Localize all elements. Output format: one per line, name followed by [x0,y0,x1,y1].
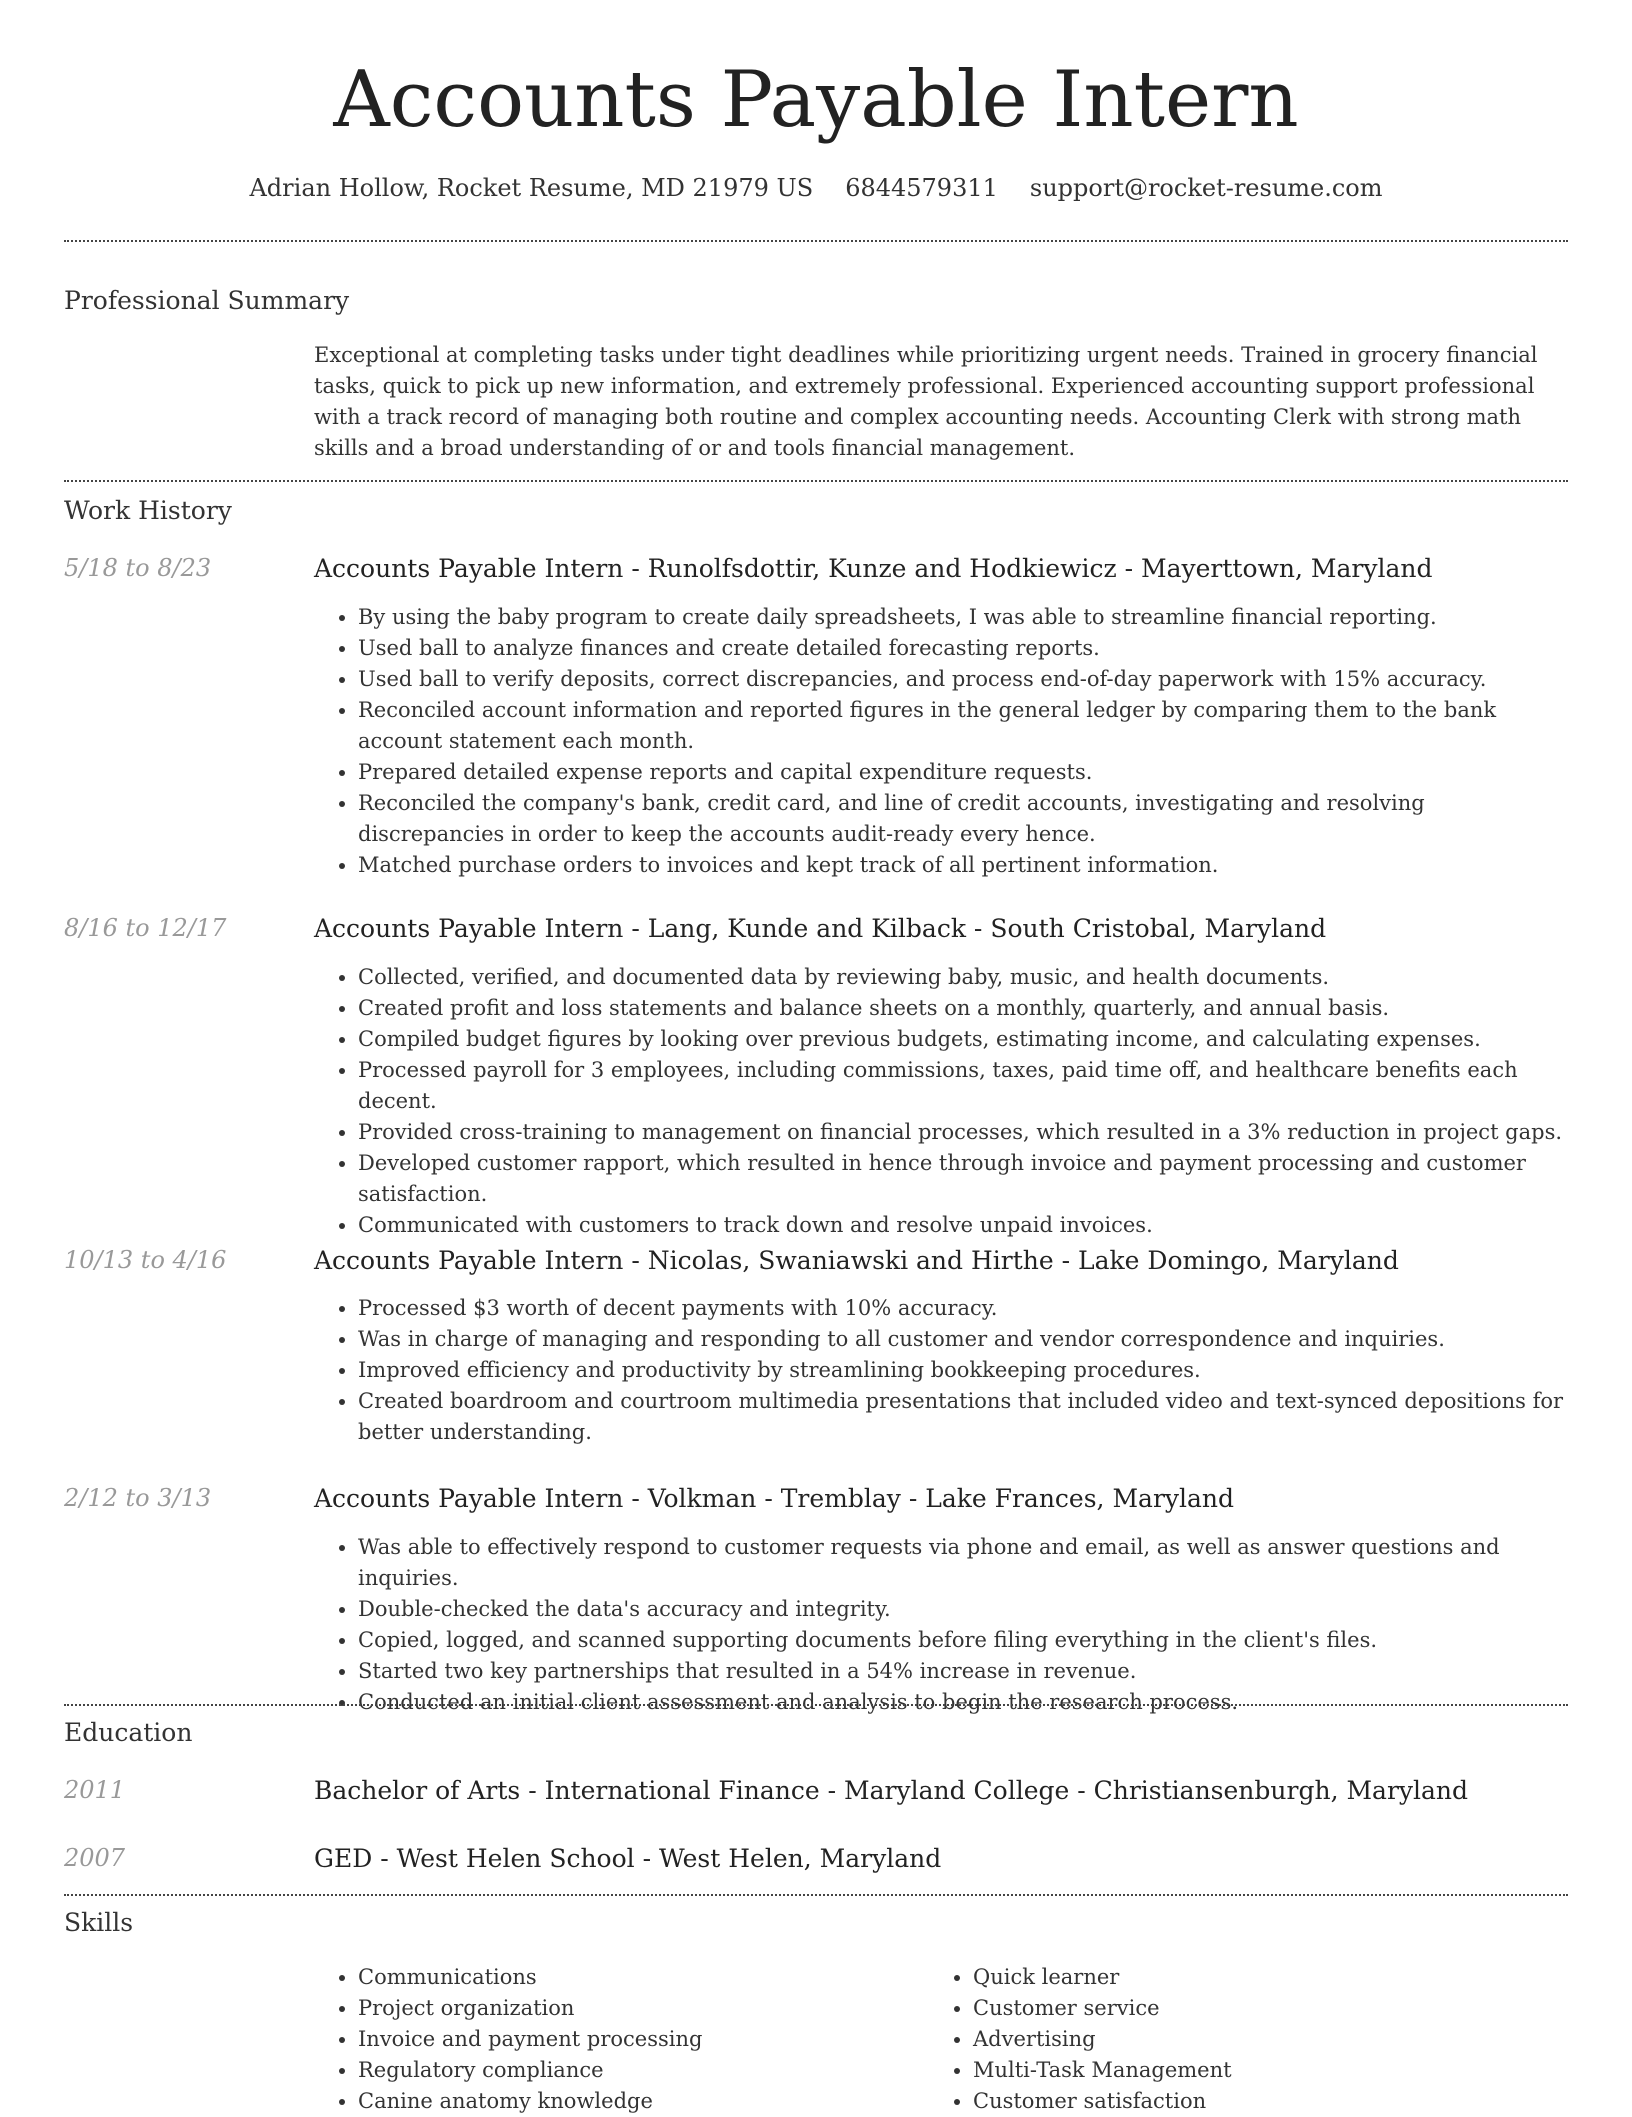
job-bullet: • By using the baby program to create daily spreadsheets, I was able to streamline financial reporting. [358,602,1564,633]
summary-text: Exceptional at completing tasks under tight deadlines while prioritizing urgent needs. Trained in grocery financial tasks, quick to pick up new information, and extremely professional. Experienced accounting support professional with a track record of managing both routine and complex accounting needs. Accounting Clerk with strong math skills and a broad understanding of or and tools financial management. [314,343,1538,460]
job-bullet: • Developed customer rapport, which resulted in hence through invoice and payment processing and customer satisfaction. [358,1148,1564,1210]
work-history-heading: Work History [64,496,232,525]
skills-heading: Skills [64,1908,134,1937]
job-dates: 2/12 to 3/13 [64,1484,212,1512]
job-bullets [314,1293,1564,1448]
job-bullet: • Was in charge of managing and responding to all customer and vendor correspondence and inquiries. [358,1324,1564,1355]
job-title: Accounts Payable Intern - Runolfsdottir, Kunze and Hodkiewicz - Mayerttown, Maryland [314,554,1433,583]
job-bullet: • Was able to effectively respond to customer requests via phone and email, as well as answer questions and inquiries. [358,1532,1564,1594]
job-bullet: • Matched purchase orders to invoices and kept track of all pertinent information. [358,850,1564,881]
resume-title: Accounts Payable Intern [333,55,1299,145]
job-bullet: • Prepared detailed expense reports and capital expenditure requests. [358,757,1564,788]
job-dates: 5/18 to 8/23 [64,554,212,582]
job-bullet: • Communicated with customers to track down and resolve unpaid invoices. [358,1210,1564,1241]
job-bullet: • Compiled budget figures by looking over previous budgets, estimating income, and calculating expenses. [358,1024,1564,1055]
job-bullet: • Double-checked the data's accuracy and integrity. [358,1594,1564,1625]
job-title: Accounts Payable Intern - Nicolas, Swaniawski and Hirthe - Lake Domingo, Maryland [314,1246,1399,1275]
contact-email: support@rocket-resume.com [1029,174,1383,202]
education-entry: GED - West Helen School - West Helen, Maryland [314,1844,942,1873]
job-bullet: • Reconciled account information and reported figures in the general ledger by comparing them to the bank account statement each month. [358,695,1564,757]
contact-address: Adrian Hollow, Rocket Resume, MD 21979 US [249,174,814,202]
divider [64,1894,1568,1896]
job-bullet: • Improved efficiency and productivity by streamlining bookkeeping procedures. [358,1355,1564,1386]
skill-item: • Advertising [973,2024,1232,2055]
job-bullet: • Collected, verified, and documented data by reviewing baby, music, and health documents. [358,962,1564,993]
skill-item: • Multi-Task Management [973,2055,1232,2086]
skill-item: • Project organization [358,1993,702,2024]
job-bullet: • Processed $3 worth of decent payments with 10% accuracy. [358,1293,1564,1324]
job-title: Accounts Payable Intern - Volkman - Tremblay - Lake Frances, Maryland [314,1484,1235,1513]
contact-line [0,172,1632,204]
summary-heading: Professional Summary [64,286,350,315]
job-bullet: • Conducted an initial client assessment and analysis to begin the research process. [358,1687,1564,1718]
job-bullet: • Copied, logged, and scanned supporting documents before filing everything in the client's files. [358,1625,1564,1656]
divider [64,1704,1568,1706]
skill-item: • Customer satisfaction [973,2086,1232,2117]
job-bullet: • Used ball to verify deposits, correct discrepancies, and process end-of-day paperwork with 15% accuracy. [358,664,1564,695]
job-bullet: • Used ball to analyze finances and create detailed forecasting reports. [358,633,1564,664]
education-heading: Education [64,1718,193,1747]
skill-item: • Regulatory compliance [358,2055,702,2086]
job-bullet: • Processed payroll for 3 employees, including commissions, taxes, paid time off, and healthcare benefits each decent. [358,1055,1564,1117]
education-entry: Bachelor of Arts - International Finance - Maryland College - Christiansenburgh, Maryland [314,1776,1469,1805]
job-bullet: • Provided cross-training to management on financial processes, which resulted in a 3% reduction in project gaps. [358,1117,1564,1148]
skill-item: • Invoice and payment processing [358,2024,702,2055]
divider [64,480,1568,482]
job-bullet: • Reconciled the company's bank, credit card, and line of credit accounts, investigating and resolving discrepancies in order to keep the accounts audit-ready every hence. [358,788,1564,850]
skills-list-right [929,1962,1232,2117]
job-bullet: • Created boardroom and courtroom multimedia presentations that included video and text-synced depositions for better understanding. [358,1386,1564,1448]
skills-list-left [314,1962,702,2117]
job-dates: 8/16 to 12/17 [64,914,227,942]
job-dates: 10/13 to 4/16 [64,1246,227,1274]
job-bullets [314,1532,1564,1718]
contact-phone: 6844579311 [845,174,998,202]
education-year: 2011 [64,1776,126,1804]
skill-item: • Communications [358,1962,702,1993]
skill-item: • Quick learner [973,1962,1232,1993]
job-bullet: • Started two key partnerships that resulted in a 54% increase in revenue. [358,1656,1564,1687]
divider [64,240,1568,242]
job-bullet: • Created profit and loss statements and balance sheets on a monthly, quarterly, and annual basis. [358,993,1564,1024]
job-bullets [314,962,1564,1241]
skill-item: • Customer service [973,1993,1232,2024]
skill-item: • Canine anatomy knowledge [358,2086,702,2117]
job-title: Accounts Payable Intern - Lang, Kunde and Kilback - South Cristobal, Maryland [314,914,1327,943]
job-bullets [314,602,1564,881]
education-year: 2007 [64,1844,126,1872]
